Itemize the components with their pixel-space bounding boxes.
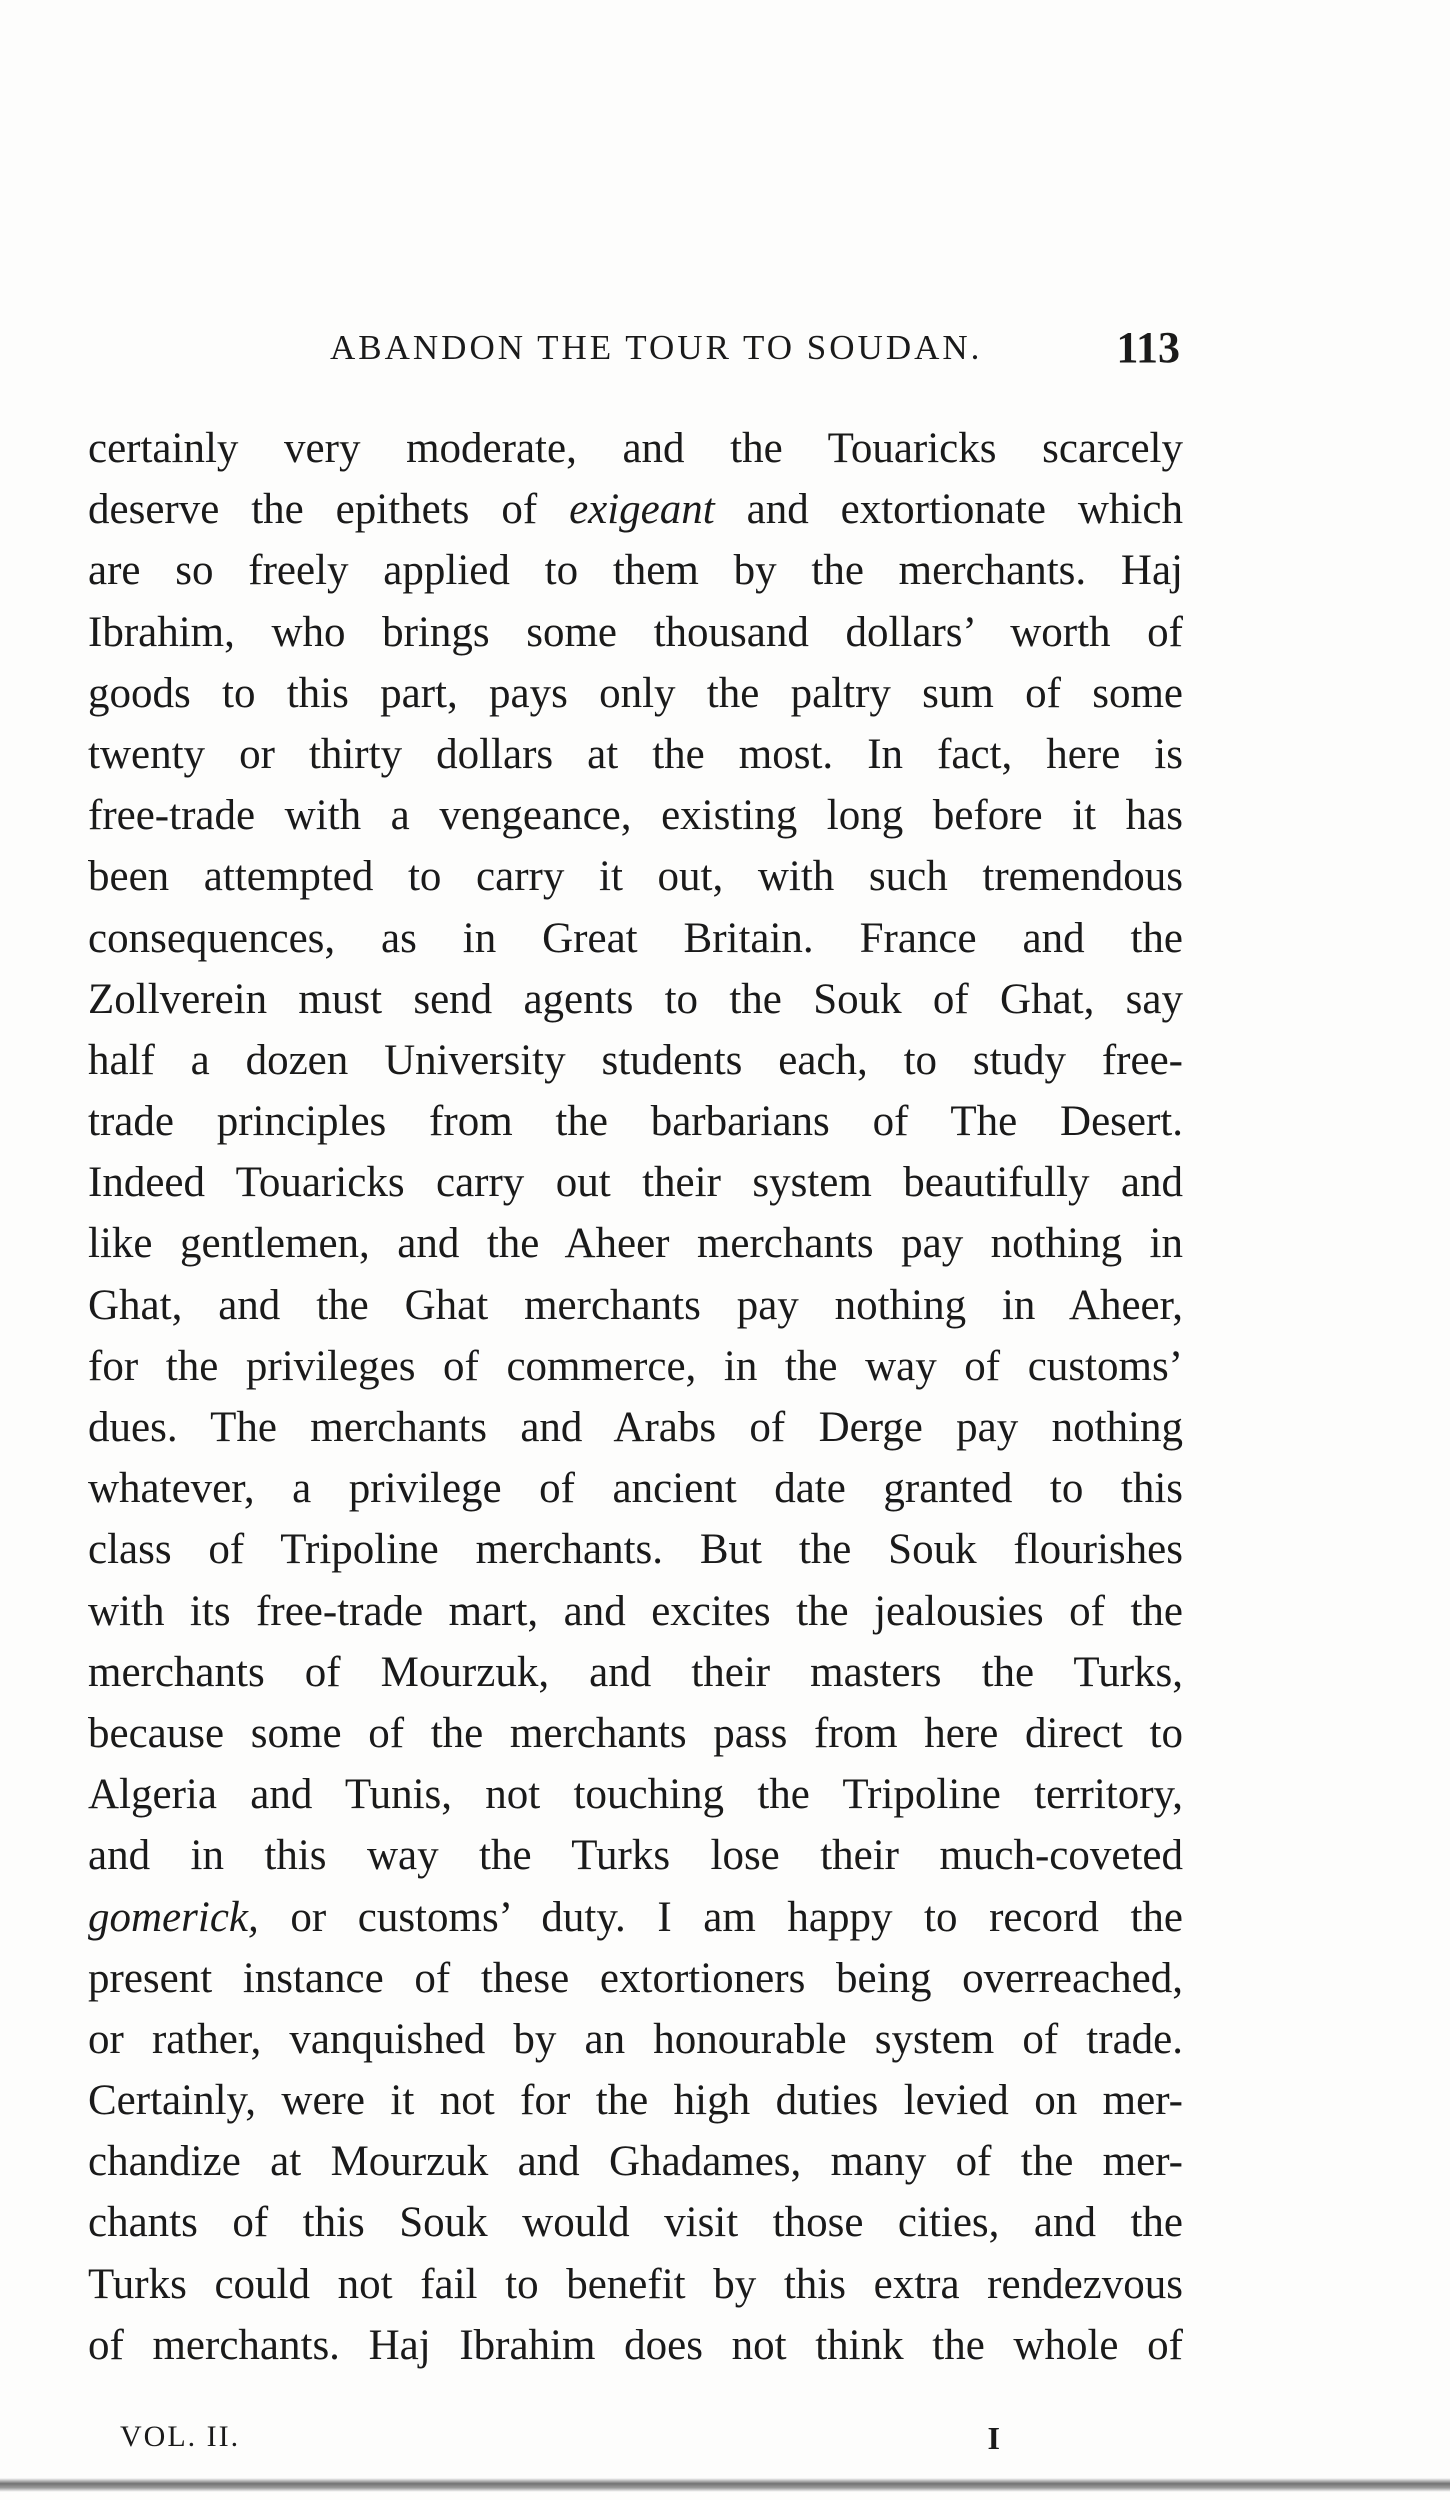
text-line: consequences, as in Great Britain. France and the (88, 914, 1183, 962)
text-line: chants of this Souk would visit those cities, and the (88, 2199, 1183, 2247)
running-title: ABANDON THE TOUR TO SOUDAN. (330, 328, 983, 367)
text-line: Zollverein must send agents to the Souk of Ghat, say (88, 975, 1183, 1023)
text-line: or rather, vanquished by an honourable system of trade. (88, 2015, 1183, 2063)
text-line: trade principles from the barbarians of The Desert. (88, 1098, 1183, 1146)
running-head (90, 323, 1180, 378)
text-line: and in this way the Turks lose their much-coveted (88, 1832, 1183, 1880)
text-line (88, 1887, 1183, 1948)
text-line: because some of the merchants pass from here direct to (88, 1709, 1183, 1757)
text-line (88, 479, 1183, 540)
text-line: twenty or thirty dollars at the most. In fact, here is (88, 730, 1183, 778)
text-line: been attempted to carry it out, with such tremendous (88, 853, 1183, 901)
text-line: free-trade with a vengeance, existing long before it has (88, 792, 1183, 840)
signature-mark: I (987, 2420, 1000, 2456)
text-line: present instance of these extortioners being overreached, (88, 1954, 1183, 2002)
italic-word: exigeant (569, 486, 715, 534)
page-number: 113 (1116, 323, 1180, 372)
text-line: like gentlemen, and the Aheer merchants pay nothing in (88, 1220, 1183, 1268)
text-segment: or customs’ duty. I am happy to record the (258, 1893, 1183, 1941)
text-line: class of Tripoline merchants. But the Souk flourishes (88, 1526, 1183, 1574)
text-line: Algeria and Tunis, not touching the Tripoline territory, (88, 1771, 1183, 1819)
text-line: whatever, a privilege of ancient date granted to this (88, 1465, 1183, 1513)
page-edge-shadow (0, 2478, 1450, 2492)
text-segment: and extortionate which (714, 486, 1183, 534)
body-text (88, 418, 1183, 2376)
text-line: Ghat, and the Ghat merchants pay nothing in Aheer, (88, 1281, 1183, 1329)
text-segment: deserve the epithets of (88, 486, 570, 534)
volume-signature: VOL. II. (120, 2420, 241, 2453)
text-line: merchants of Mourzuk, and their masters the Turks, (88, 1648, 1183, 1696)
italic-word: gomerick, (88, 1893, 259, 1941)
text-line: are so freely applied to them by the merchants. Haj (88, 547, 1183, 595)
text-line: Ibrahim, who brings some thousand dollars’ worth of (88, 608, 1183, 656)
text-line: chandize at Mourzuk and Ghadames, many of the mer- (88, 2138, 1183, 2186)
text-line: goods to this part, pays only the paltry sum of some (88, 669, 1183, 717)
text-line: of merchants. Haj Ibrahim does not think the whole of (88, 2321, 1183, 2369)
text-line: Turks could not fail to benefit by this extra rendezvous (88, 2260, 1183, 2308)
text-line: Certainly, were it not for the high duties levied on mer- (88, 2077, 1183, 2125)
text-line: dues. The merchants and Arabs of Derge pay nothing (88, 1404, 1183, 1451)
text-line: certainly very moderate, and the Touaricks scarcely (88, 425, 1183, 472)
text-line: for the privileges of commerce, in the way of customs’ (88, 1342, 1183, 1390)
text-line: half a dozen University students each, to study free- (88, 1036, 1183, 1084)
text-line: Indeed Touaricks carry out their system beautifully and (88, 1159, 1183, 1207)
text-line: with its free-trade mart, and excites the jealousies of the (88, 1587, 1183, 1635)
page-footer (120, 2420, 1000, 2460)
